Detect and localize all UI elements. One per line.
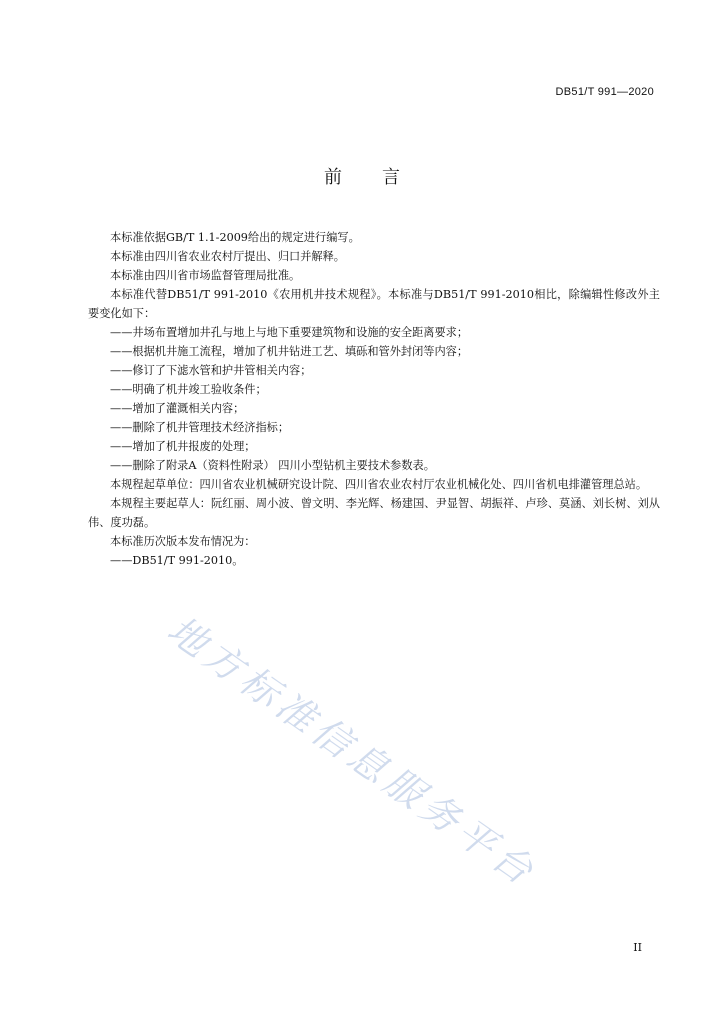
paragraph-proposer: 本标准由四川省农业农村厅提出、归口并解释。 <box>110 250 345 263</box>
change-item: ——增加了灌溉相关内容； <box>110 402 245 415</box>
watermark-text: 地方标准信息服务平台 <box>159 607 546 896</box>
paragraph-approver: 本标准由四川省市场监督管理局批准。 <box>110 269 301 282</box>
document-code: DB51/T 991—2020 <box>555 86 654 98</box>
change-item: ——删除了机井管理技术经济指标； <box>110 421 290 434</box>
paragraph-replacement: 本标准代替DB51/T 991-2010《农用机井技术规程》。本标准与DB51/T 991-2010相比，除编辑性修改外主要变化如下： <box>88 288 660 320</box>
change-item: ——井场布置增加井孔与地上与地下重要建筑物和设施的安全距离要求； <box>110 326 469 339</box>
change-item: ——增加了机井报废的处理； <box>110 440 256 453</box>
change-item: ——修订了下滤水管和护井管相关内容； <box>110 364 312 377</box>
paragraph-version-history: 本标准历次版本发布情况为： <box>110 535 256 548</box>
paragraph-drafters: 本规程主要起草人：阮红丽、周小波、曾文明、李光辉、杨建国、尹显智、胡振祥、卢珍、莫涵、刘长树、刘从伟、度功磊。 <box>88 497 660 529</box>
page-number: II <box>633 941 642 954</box>
paragraph-basis: 本标准依据GB/T 1.1-2009给出的规定进行编写。 <box>110 231 360 244</box>
history-item: ——DB51/T 991-2010。 <box>110 554 244 567</box>
page-title: 前言 <box>324 167 440 188</box>
change-item: ——明确了机井竣工验收条件； <box>110 383 267 396</box>
paragraph-drafting-units: 本规程起草单位：四川省农业机械研究设计院、四川省农业农村厅农业机械化处、四川省机电排灌管理总站。 <box>110 478 648 491</box>
change-item: ——根据机井施工流程，增加了机井钻进工艺、填砾和管外封闭等内容； <box>110 345 469 358</box>
foreword-body <box>88 228 660 570</box>
change-item: ——删除了附录A（资料性附录） 四川小型钻机主要技术参数表。 <box>110 459 435 472</box>
